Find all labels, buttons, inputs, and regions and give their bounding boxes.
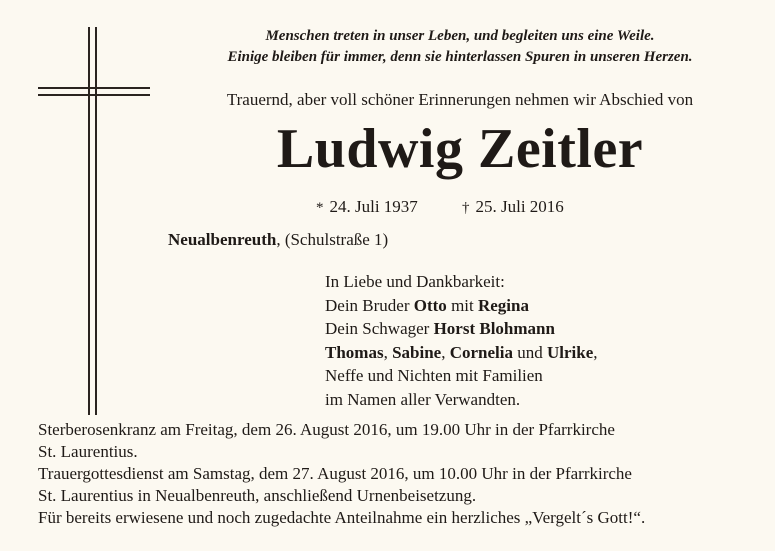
mourner-name: Thomas	[325, 342, 384, 362]
deceased-name: Ludwig Zeitler	[276, 118, 644, 180]
mourner-brother	[325, 294, 598, 318]
motto-line: Menschen treten in unser Leben, und begleiten uns eine Weile.	[265, 28, 655, 44]
mourners-opening: In Liebe und Dankbarkeit:	[325, 272, 505, 291]
mourner-name: Regina	[477, 295, 529, 315]
mourner-separator: ,	[593, 342, 598, 362]
birth-star-icon: *	[316, 200, 324, 216]
service-line: Für bereits erwiesene und noch zugedachte Anteilnahme ein herzliches „Vergelt´s Gott!“.	[38, 508, 646, 527]
mourners-list	[325, 270, 598, 411]
mourner-name: Ulrike	[547, 342, 594, 362]
cross-icon	[38, 27, 150, 415]
mourner-name: Sabine	[392, 342, 442, 362]
mourner-joiner: mit	[446, 295, 478, 315]
service-line: St. Laurentius in Neualbenreuth, anschließend Urnenbeisetzung.	[38, 486, 477, 505]
service-details	[38, 419, 768, 529]
death-cross-icon: †	[462, 200, 470, 216]
mourner-all-relatives: im Namen aller Verwandten.	[325, 389, 521, 409]
mourner-separator: ,	[383, 342, 393, 362]
intro-text: Trauernd, aber voll schöner Erinnerungen nehmen wir Abschied von	[226, 90, 694, 109]
motto	[160, 26, 760, 68]
service-line: Sterberosenkranz am Freitag, dem 26. August 2016, um 19.00 Uhr in der Pfarrkirche	[38, 420, 615, 439]
mourner-name: Cornelia	[449, 342, 513, 362]
motto-line: Einige bleiben für immer, denn sie hinterlassen Spuren in unseren Herzen.	[227, 49, 693, 65]
mourner-name: Otto	[413, 295, 447, 315]
service-line: St. Laurentius.	[38, 442, 138, 461]
residence-address: , (Schulstraße 1)	[276, 230, 389, 249]
service-line: Trauergottesdienst am Samstag, dem 27. August 2016, um 10.00 Uhr in der Pfarrkirche	[38, 464, 632, 483]
mourner-separator: und	[513, 342, 547, 362]
mourner-brother-in-law	[325, 317, 598, 341]
residence	[168, 230, 388, 250]
residence-town: Neualbenreuth	[168, 230, 277, 249]
mourner-relatives: Neffe und Nichten mit Familien	[325, 366, 543, 385]
mourner-label: Dein Schwager	[325, 319, 434, 338]
birth-date-text: 24. Juli 1937	[329, 197, 418, 216]
mourner-label: Dein Bruder	[325, 295, 414, 315]
death-date	[462, 197, 564, 217]
birth-date	[316, 197, 418, 217]
death-date-text: 25. Juli 2016	[475, 197, 564, 216]
mourner-children	[325, 341, 598, 365]
mourner-separator: ,	[441, 342, 450, 362]
mourner-name: Horst Blohmann	[433, 319, 555, 338]
